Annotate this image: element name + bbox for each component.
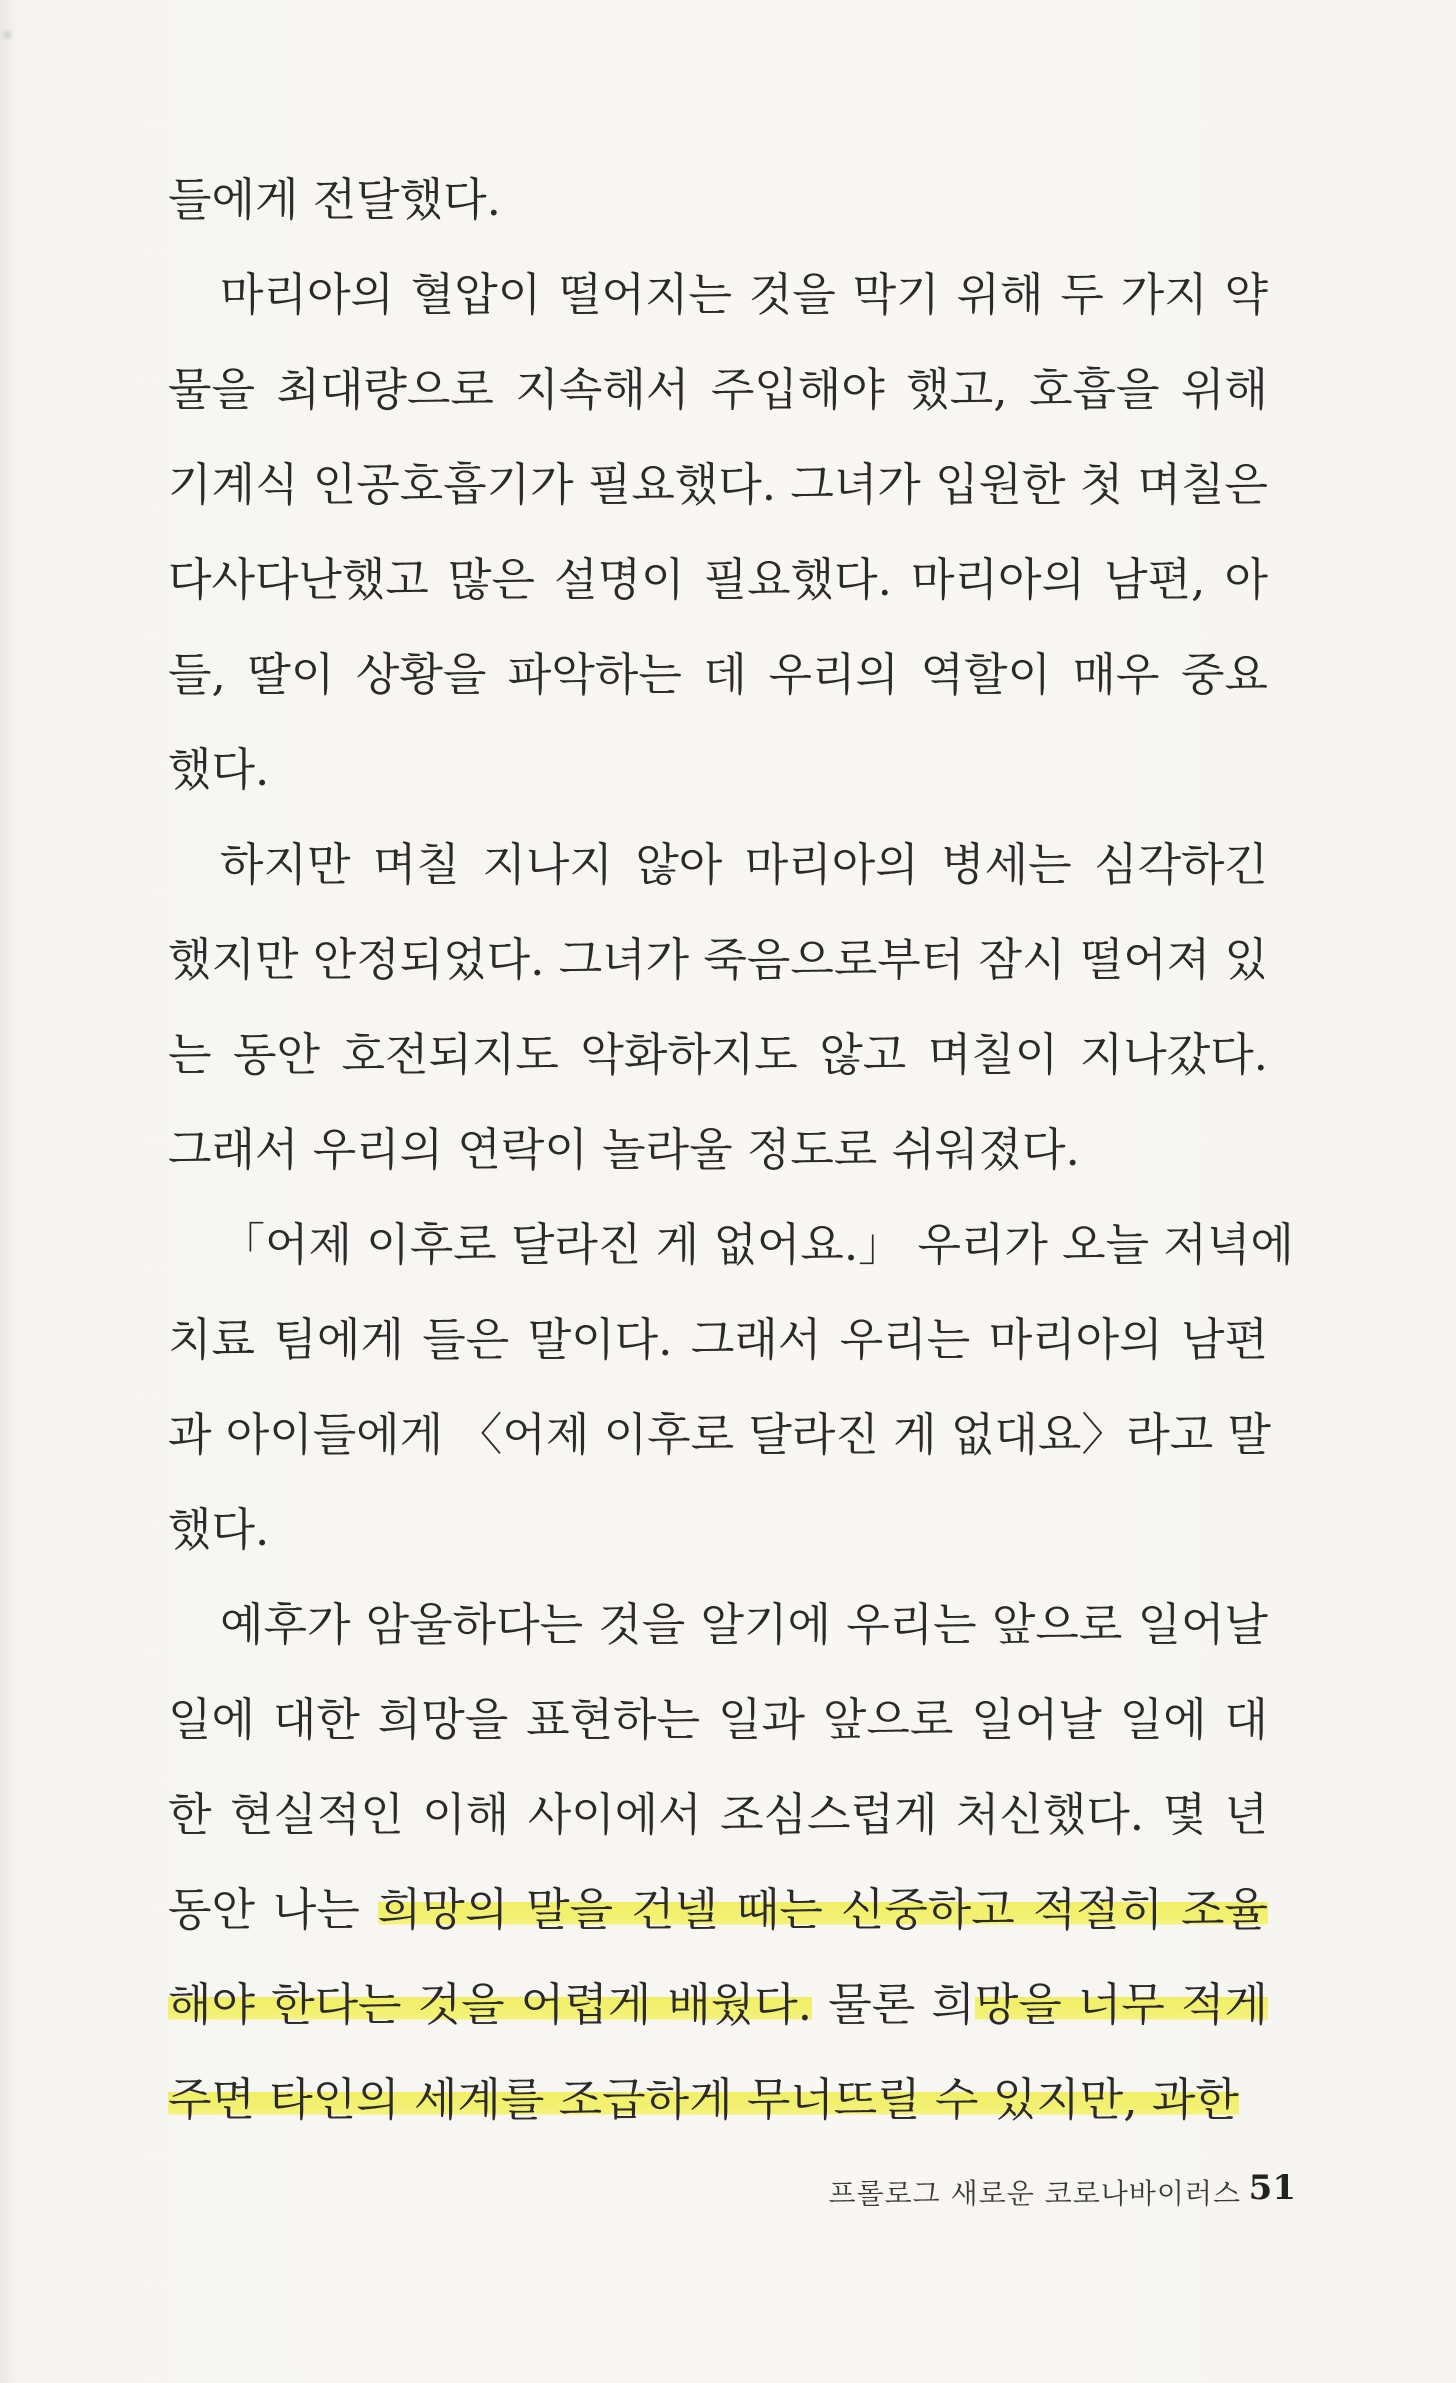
text-segment: 들, 딸이 상황을 파악하는 데 우리의 역할이 매우 중요: [168, 648, 1269, 701]
text-line: [168, 912, 1268, 1007]
text-segment: 들에게 전달했다.: [168, 173, 501, 226]
body-text: [168, 152, 1294, 2147]
text-line: [168, 1862, 1268, 1957]
text-line: [168, 1292, 1268, 1387]
paragraph: [168, 1197, 1294, 1577]
paragraph: [168, 247, 1268, 817]
text-segment: 동안 나는: [168, 1883, 378, 1936]
text-segment: 일에 대한 희망을 표현하는 일과 앞으로 일어날 일에 대: [168, 1693, 1268, 1746]
text-line: [168, 437, 1268, 532]
text-segment: 과 아이들에게 〈어제 이후로 달라진 게 없대요〉라고 말: [168, 1408, 1272, 1461]
highlighted-text: 주면 타인의 세계를 조급하게 무너뜨릴 수 있지만, 과한: [168, 2073, 1239, 2126]
highlighted-text: 해야 한다는 것을 어렵게 배웠다.: [168, 1978, 813, 2031]
text-line: [168, 1577, 1268, 1672]
text-line: [168, 1957, 1268, 2052]
text-line: [168, 1197, 1294, 1292]
text-segment: 기계식 인공호흡기가 필요했다. 그녀가 입원한 첫 며칠은: [168, 458, 1268, 511]
text-line: [168, 152, 1268, 247]
text-segment: 물을 최대량으로 지속해서 주입해야 했고, 호흡을 위해: [168, 363, 1268, 416]
text-segment: 했지만 안정되었다. 그녀가 죽음으로부터 잠시 떨어져 있: [168, 933, 1268, 986]
highlighted-text: 희망의 말을 건넬 때는 신중하고 적절히 조율: [377, 1883, 1268, 1936]
highlighted-text: 망을 너무 적게: [974, 1978, 1268, 2031]
text-segment: 하지만 며칠 지나지 않아 마리아의 병세는 심각하긴: [220, 838, 1268, 891]
text-segment: 물론 희: [812, 1978, 975, 2031]
text-line: [168, 817, 1268, 912]
text-line: [168, 722, 1268, 817]
text-line: [168, 1672, 1268, 1767]
text-segment: 는 동안 호전되지도 악화하지도 않고 며칠이 지나갔다.: [168, 1028, 1268, 1081]
text-line: [168, 1767, 1268, 1862]
text-line: [168, 1007, 1268, 1102]
paragraph: [168, 1577, 1268, 2147]
text-line: [168, 342, 1268, 437]
text-line: [168, 1482, 1268, 1577]
text-segment: 치료 팀에게 들은 말이다. 그래서 우리는 마리아의 남편: [168, 1313, 1268, 1366]
page-number: 51: [1248, 2168, 1296, 2208]
text-line: [168, 247, 1268, 342]
text-segment: 했다.: [168, 1503, 270, 1556]
scan-artifact: [0, 28, 14, 42]
page-footer: [0, 2168, 1456, 2218]
paragraph: [168, 152, 1268, 247]
text-segment: 그래서 우리의 연락이 놀라울 정도로 쉬워졌다.: [168, 1123, 1080, 1176]
text-segment: 마리아의 혈압이 떨어지는 것을 막기 위해 두 가지 약: [220, 268, 1268, 321]
text-line: [168, 1102, 1268, 1197]
text-segment: 한 현실적인 이해 사이에서 조심스럽게 처신했다. 몇 년: [168, 1788, 1268, 1841]
text-segment: 예후가 암울하다는 것을 알기에 우리는 앞으로 일어날: [220, 1598, 1268, 1651]
text-segment: 다사다난했고 많은 설명이 필요했다. 마리아의 남편, 아: [168, 553, 1268, 606]
paragraph: [168, 817, 1268, 1197]
text-line: [168, 532, 1268, 627]
running-head: 프롤로그 새로운 코로나바이러스: [828, 2177, 1241, 2210]
text-line: [168, 2052, 1268, 2147]
text-segment: 「어제 이후로 달라진 게 없어요.」 우리가 오늘 저녁에: [220, 1218, 1294, 1271]
text-segment: 했다.: [168, 743, 270, 796]
text-line: [168, 1387, 1272, 1482]
text-line: [168, 627, 1268, 722]
